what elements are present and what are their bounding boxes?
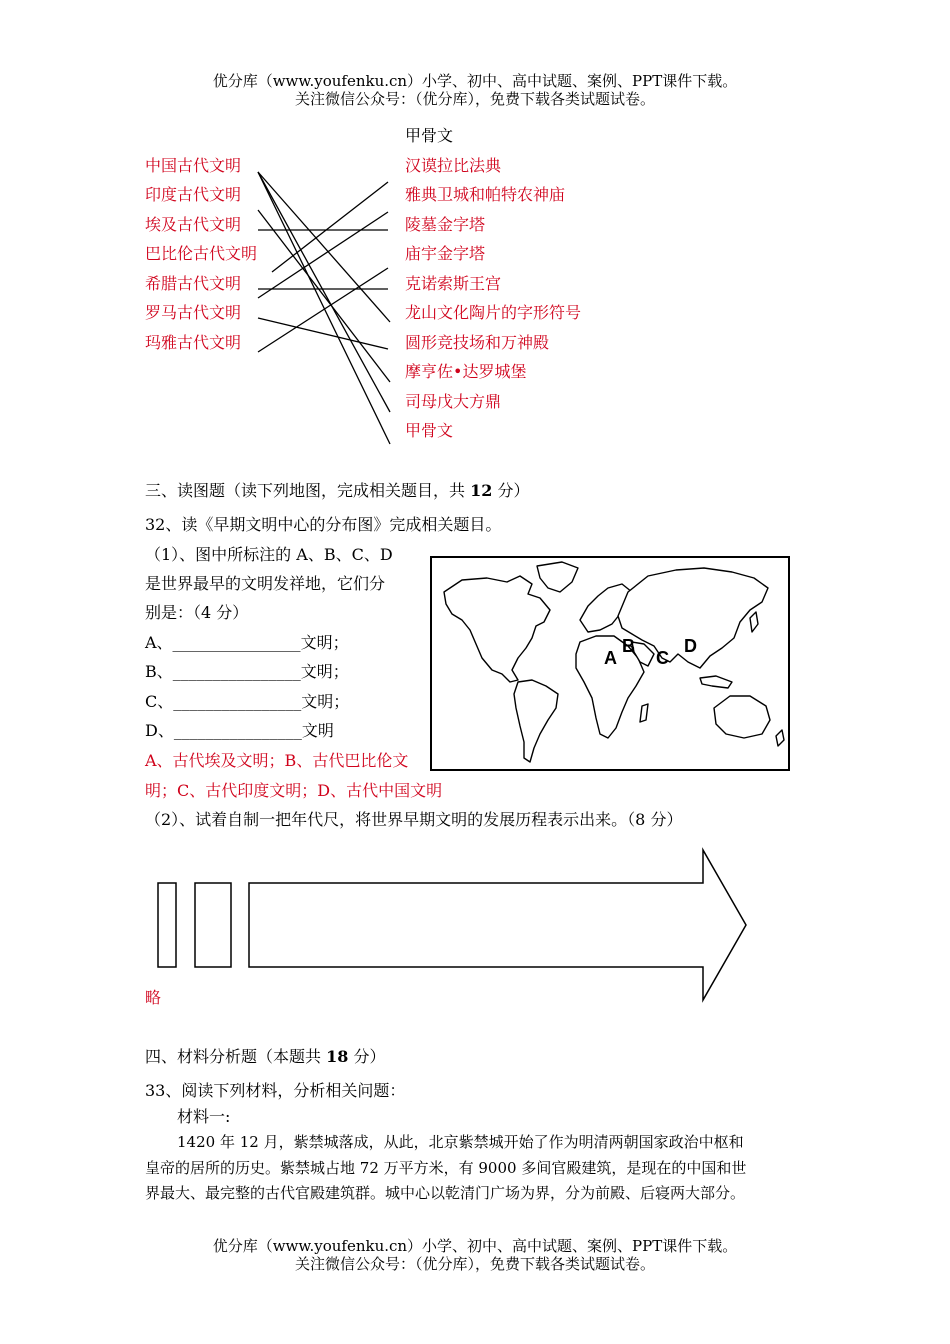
sub-question-2: （2）、试着自制一把年代尺，将世界早期文明的发展历程表示出来。（8 分） <box>145 810 683 829</box>
blank-b-field: B、________________ <box>145 662 301 681</box>
answer-line-1: A、古代埃及文明；B、古代巴比伦文 <box>145 751 409 770</box>
blank-b-suffix: 文明； <box>300 662 349 681</box>
blank-a-suffix: 文明； <box>300 633 349 652</box>
match-line <box>258 212 388 298</box>
left-item: 罗马古代文明 <box>145 303 242 322</box>
section3-score: 12 <box>470 481 493 500</box>
match-line <box>258 318 388 349</box>
blank-d-suffix: 文明 <box>301 721 334 740</box>
left-item: 巴比伦古代文明 <box>145 244 258 263</box>
left-item: 印度古代文明 <box>145 185 242 204</box>
right-item: 汉谟拉比法典 <box>405 156 502 175</box>
sub-question-2-answer: 略 <box>145 988 162 1007</box>
blank-a-field: A、________________ <box>145 633 301 652</box>
section4-title <box>145 1046 385 1068</box>
section3-title <box>145 480 529 502</box>
left-item: 埃及古代文明 <box>145 215 242 234</box>
material-label: 材料一: <box>177 1107 231 1126</box>
match-line <box>258 172 390 322</box>
right-item: 庙宇金字塔 <box>405 244 486 263</box>
sub-question-1-line2: 是世界最早的文明发祥地，它们分 <box>145 574 386 593</box>
blank-a <box>145 632 349 654</box>
right-item: 圆形竞技场和万神殿 <box>405 333 550 352</box>
right-item: 摩亨佐•达罗城堡 <box>405 362 527 381</box>
greenland-shape <box>537 562 578 592</box>
section3-title-end: 分） <box>492 481 530 500</box>
match-line <box>258 172 390 412</box>
map-label-a: A <box>604 648 617 668</box>
timeline-arrow-shape <box>249 850 746 1000</box>
blank-d <box>145 720 334 742</box>
timeline-box-small <box>158 883 176 967</box>
blank-d-field: D、________________ <box>145 721 302 740</box>
blank-b <box>145 661 349 683</box>
sub-question-1-line1: （1）、图中所标注的 A、B、C、D <box>145 545 393 564</box>
blank-c-field: C、________________ <box>145 692 302 711</box>
matching-top-label: 甲骨文 <box>405 126 454 145</box>
answer-line-2: 明；C、古代印度文明；D、古代中国文明 <box>145 781 443 800</box>
section4-score: 18 <box>326 1047 349 1066</box>
indonesia-shape <box>700 676 732 688</box>
right-item: 陵墓金字塔 <box>405 215 486 234</box>
section3-title-text: 三、读图题（读下列地图，完成相关题目，共 <box>145 481 471 500</box>
section4-title-text: 四、材料分析题（本题共 <box>145 1047 327 1066</box>
header-line-2: 关注微信公众号：（优分库），免费下载各类试题试卷。 <box>294 90 655 108</box>
australia-shape <box>714 696 770 738</box>
right-item: 克诺索斯王宫 <box>405 274 502 293</box>
new-zealand-shape <box>776 730 784 746</box>
map-label-c: C <box>656 648 669 668</box>
world-map <box>430 556 790 771</box>
header-line-1: 优分库（www.youfenku.cn）小学、初中、高中试题、案例、PPT课件下载。 <box>212 72 738 90</box>
map-label-b: B <box>622 636 635 656</box>
right-item: 司母戊大方鼎 <box>405 392 502 411</box>
question-32: 32、读《早期文明中心的分布图》完成相关题目。 <box>145 515 502 534</box>
question-33: 33、阅读下列材料，分析相关问题： <box>145 1081 406 1100</box>
south-america-shape <box>514 680 558 762</box>
match-line <box>272 182 388 272</box>
matching-lines <box>0 0 950 460</box>
material-line-1: 1420 年 12 月，紫禁城落成，从此，北京紫禁城开始了作为明清两朝国家政治中枢和 <box>177 1133 744 1151</box>
material-line-3: 界最大、最完整的古代官殿建筑群。城中心以乾清门广场为界，分为前殿、后寝两大部分。 <box>145 1184 746 1202</box>
footer-line-2: 关注微信公众号：（优分库），免费下载各类试题试卷。 <box>294 1255 655 1273</box>
material-line-2: 皇帝的居所的历史。紫禁城占地 72 万平方米，有 9000 多间官殿建筑，是现在的中国和世 <box>145 1159 747 1177</box>
madagascar-shape <box>640 704 648 722</box>
world-map-outline <box>432 558 788 769</box>
blank-c-suffix: 文明； <box>301 692 350 711</box>
match-line <box>258 268 388 352</box>
match-line <box>258 210 390 382</box>
section4-title-end: 分） <box>348 1047 386 1066</box>
right-item: 甲骨文 <box>405 421 454 440</box>
japan-shape <box>750 612 758 632</box>
left-item: 玛雅古代文明 <box>145 333 242 352</box>
footer-line-1: 优分库（www.youfenku.cn）小学、初中、高中试题、案例、PPT课件下载。 <box>212 1237 738 1255</box>
sub-question-1-line3: 别是：（4 分） <box>145 603 249 622</box>
north-america-shape <box>444 576 550 682</box>
left-item: 中国古代文明 <box>145 156 242 175</box>
timeline-box-medium <box>195 883 231 967</box>
match-line <box>258 172 390 444</box>
blank-c <box>145 691 349 713</box>
right-item: 雅典卫城和帕特农神庙 <box>405 185 566 204</box>
map-label-d: D <box>684 636 697 656</box>
right-item: 龙山文化陶片的字形符号 <box>405 303 582 322</box>
left-item: 希腊古代文明 <box>145 274 242 293</box>
